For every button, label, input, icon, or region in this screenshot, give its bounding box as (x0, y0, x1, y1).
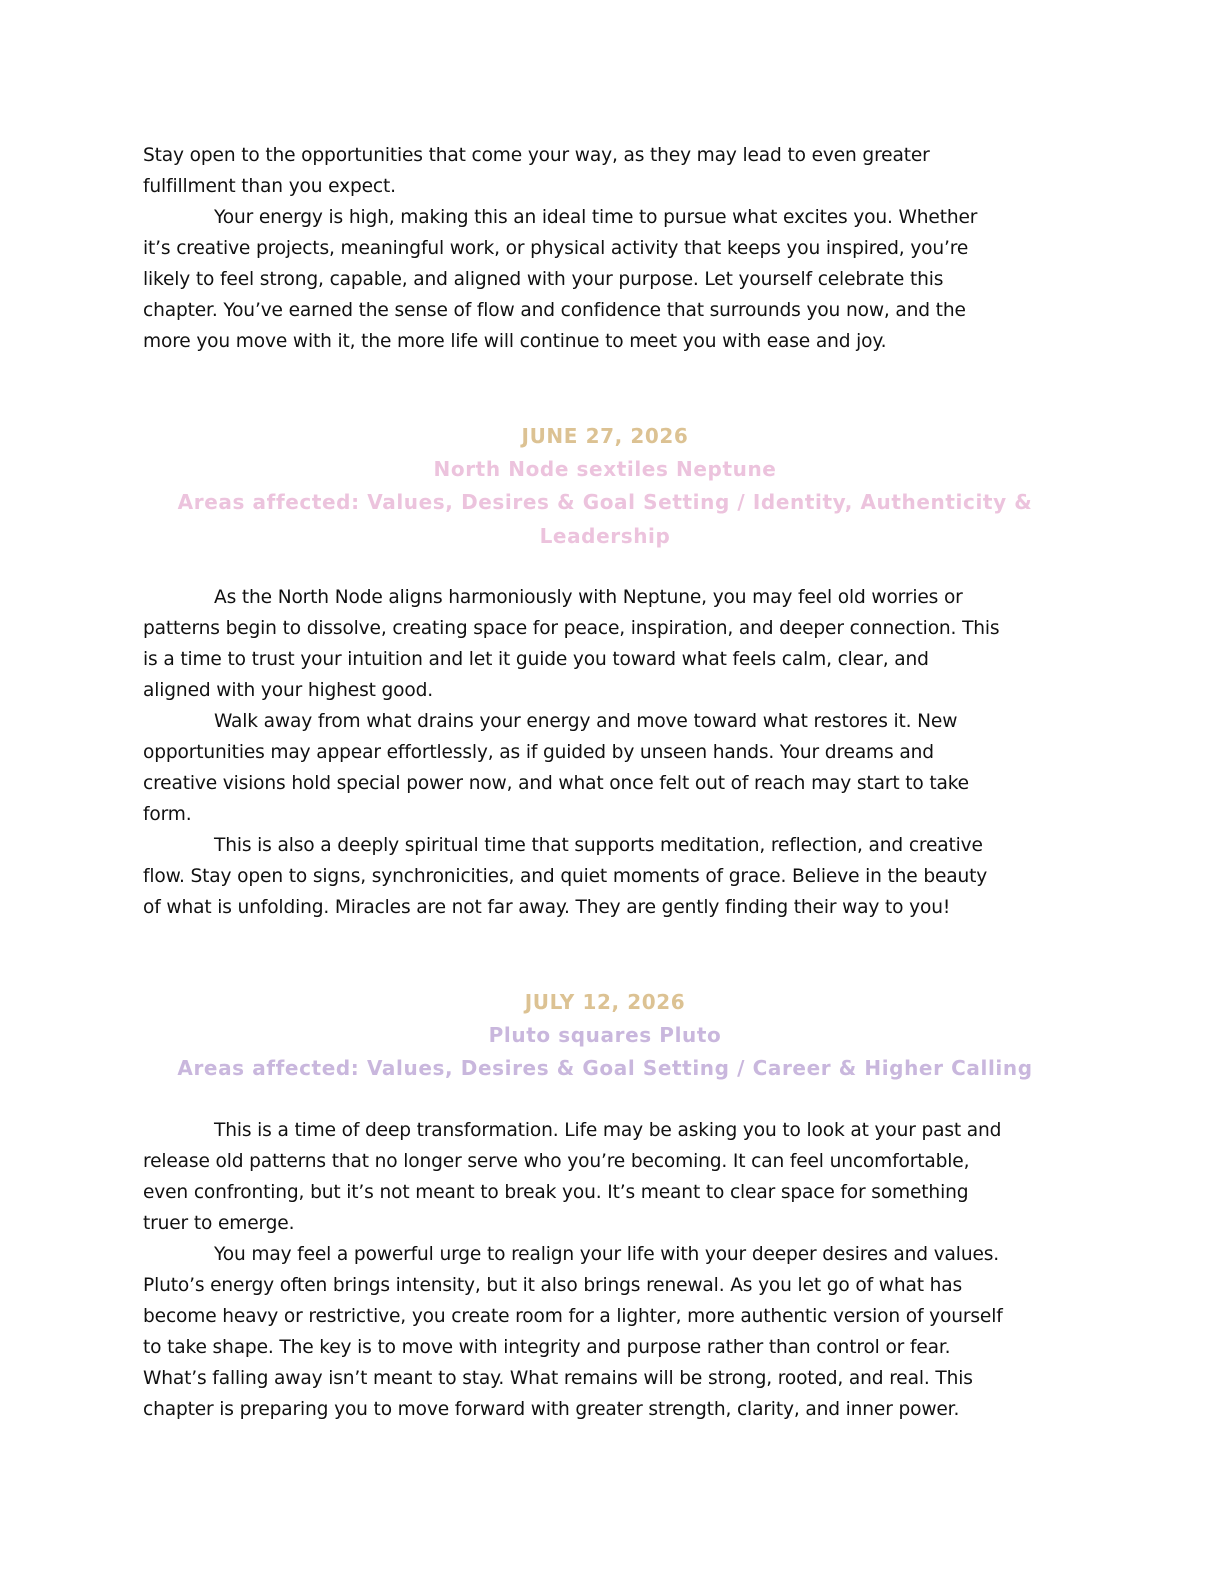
body-line: opportunities may appear effortlessly, as if guided by unseen hands. Your dreams and (143, 742, 934, 763)
body-line: chapter is preparing you to move forward with greater strength, clarity, and inner power. (143, 1399, 960, 1420)
body-line: What’s falling away isn’t meant to stay. What remains will be strong, rooted, and real. This (143, 1368, 973, 1389)
body-line: release old patterns that no longer serve who you’re becoming. It can feel uncomfortable, (143, 1151, 970, 1172)
body-line: creative visions hold special power now, and what once felt out of reach may start to take (143, 773, 969, 794)
body-line: patterns begin to dissolve, creating space for peace, inspiration, and deeper connection. This (143, 618, 1000, 639)
section-date: JUNE 27, 2026 (521, 424, 689, 448)
section-areas: Areas affected: Values, Desires & Goal Setting / Career & Higher Calling (177, 1056, 1033, 1080)
body-line: Walk away from what drains your energy and move toward what restores it. New (214, 711, 958, 732)
body-line: more you move with it, the more life will continue to meet you with ease and joy. (143, 331, 887, 352)
body-line: of what is unfolding. Miracles are not far away. They are gently finding their way to you! (143, 897, 951, 918)
body-line: become heavy or restrictive, you create room for a lighter, more authentic version of yourself (143, 1306, 1003, 1327)
body-line: Pluto’s energy often brings intensity, but it also brings renewal. As you let go of what has (143, 1275, 963, 1296)
body-line: Your energy is high, making this an ideal time to pursue what excites you. Whether (214, 207, 978, 228)
body-line: chapter. You’ve earned the sense of flow and confidence that surrounds you now, and the (143, 300, 966, 321)
body-line: is a time to trust your intuition and let it guide you toward what feels calm, clear, and (143, 649, 929, 670)
body-line: truer to emerge. (143, 1213, 295, 1234)
body-line: This is also a deeply spiritual time that supports meditation, reflection, and creative (214, 835, 983, 856)
body-line: even confronting, but it’s not meant to break you. It’s meant to clear space for something (143, 1182, 969, 1203)
body-line: to take shape. The key is to move with integrity and purpose rather than control or fear. (143, 1337, 951, 1358)
body-line: flow. Stay open to signs, synchronicities, and quiet moments of grace. Believe in the beauty (143, 866, 988, 887)
body-line: form. (143, 804, 192, 825)
body-line: likely to feel strong, capable, and aligned with your purpose. Let yourself celebrate this (143, 269, 944, 290)
body-line: You may feel a powerful urge to realign your life with your deeper desires and values. (214, 1244, 1000, 1265)
section-areas: Leadership (539, 524, 671, 548)
section-areas: Areas affected: Values, Desires & Goal Setting / Identity, Authenticity & (177, 490, 1033, 514)
section-title: North Node sextiles Neptune (433, 457, 777, 481)
body-line: This is a time of deep transformation. Life may be asking you to look at your past and (214, 1120, 1002, 1141)
body-line: As the North Node aligns harmoniously with Neptune, you may feel old worries or (214, 587, 963, 608)
body-line: Stay open to the opportunities that come your way, as they may lead to even greater (143, 145, 930, 166)
section-date: JULY 12, 2026 (524, 990, 686, 1014)
body-line: aligned with your highest good. (143, 680, 434, 701)
body-line: it’s creative projects, meaningful work, or physical activity that keeps you inspired, you’re (143, 238, 969, 259)
section-title: Pluto squares Pluto (488, 1023, 722, 1047)
body-line: fulfillment than you expect. (143, 176, 396, 197)
